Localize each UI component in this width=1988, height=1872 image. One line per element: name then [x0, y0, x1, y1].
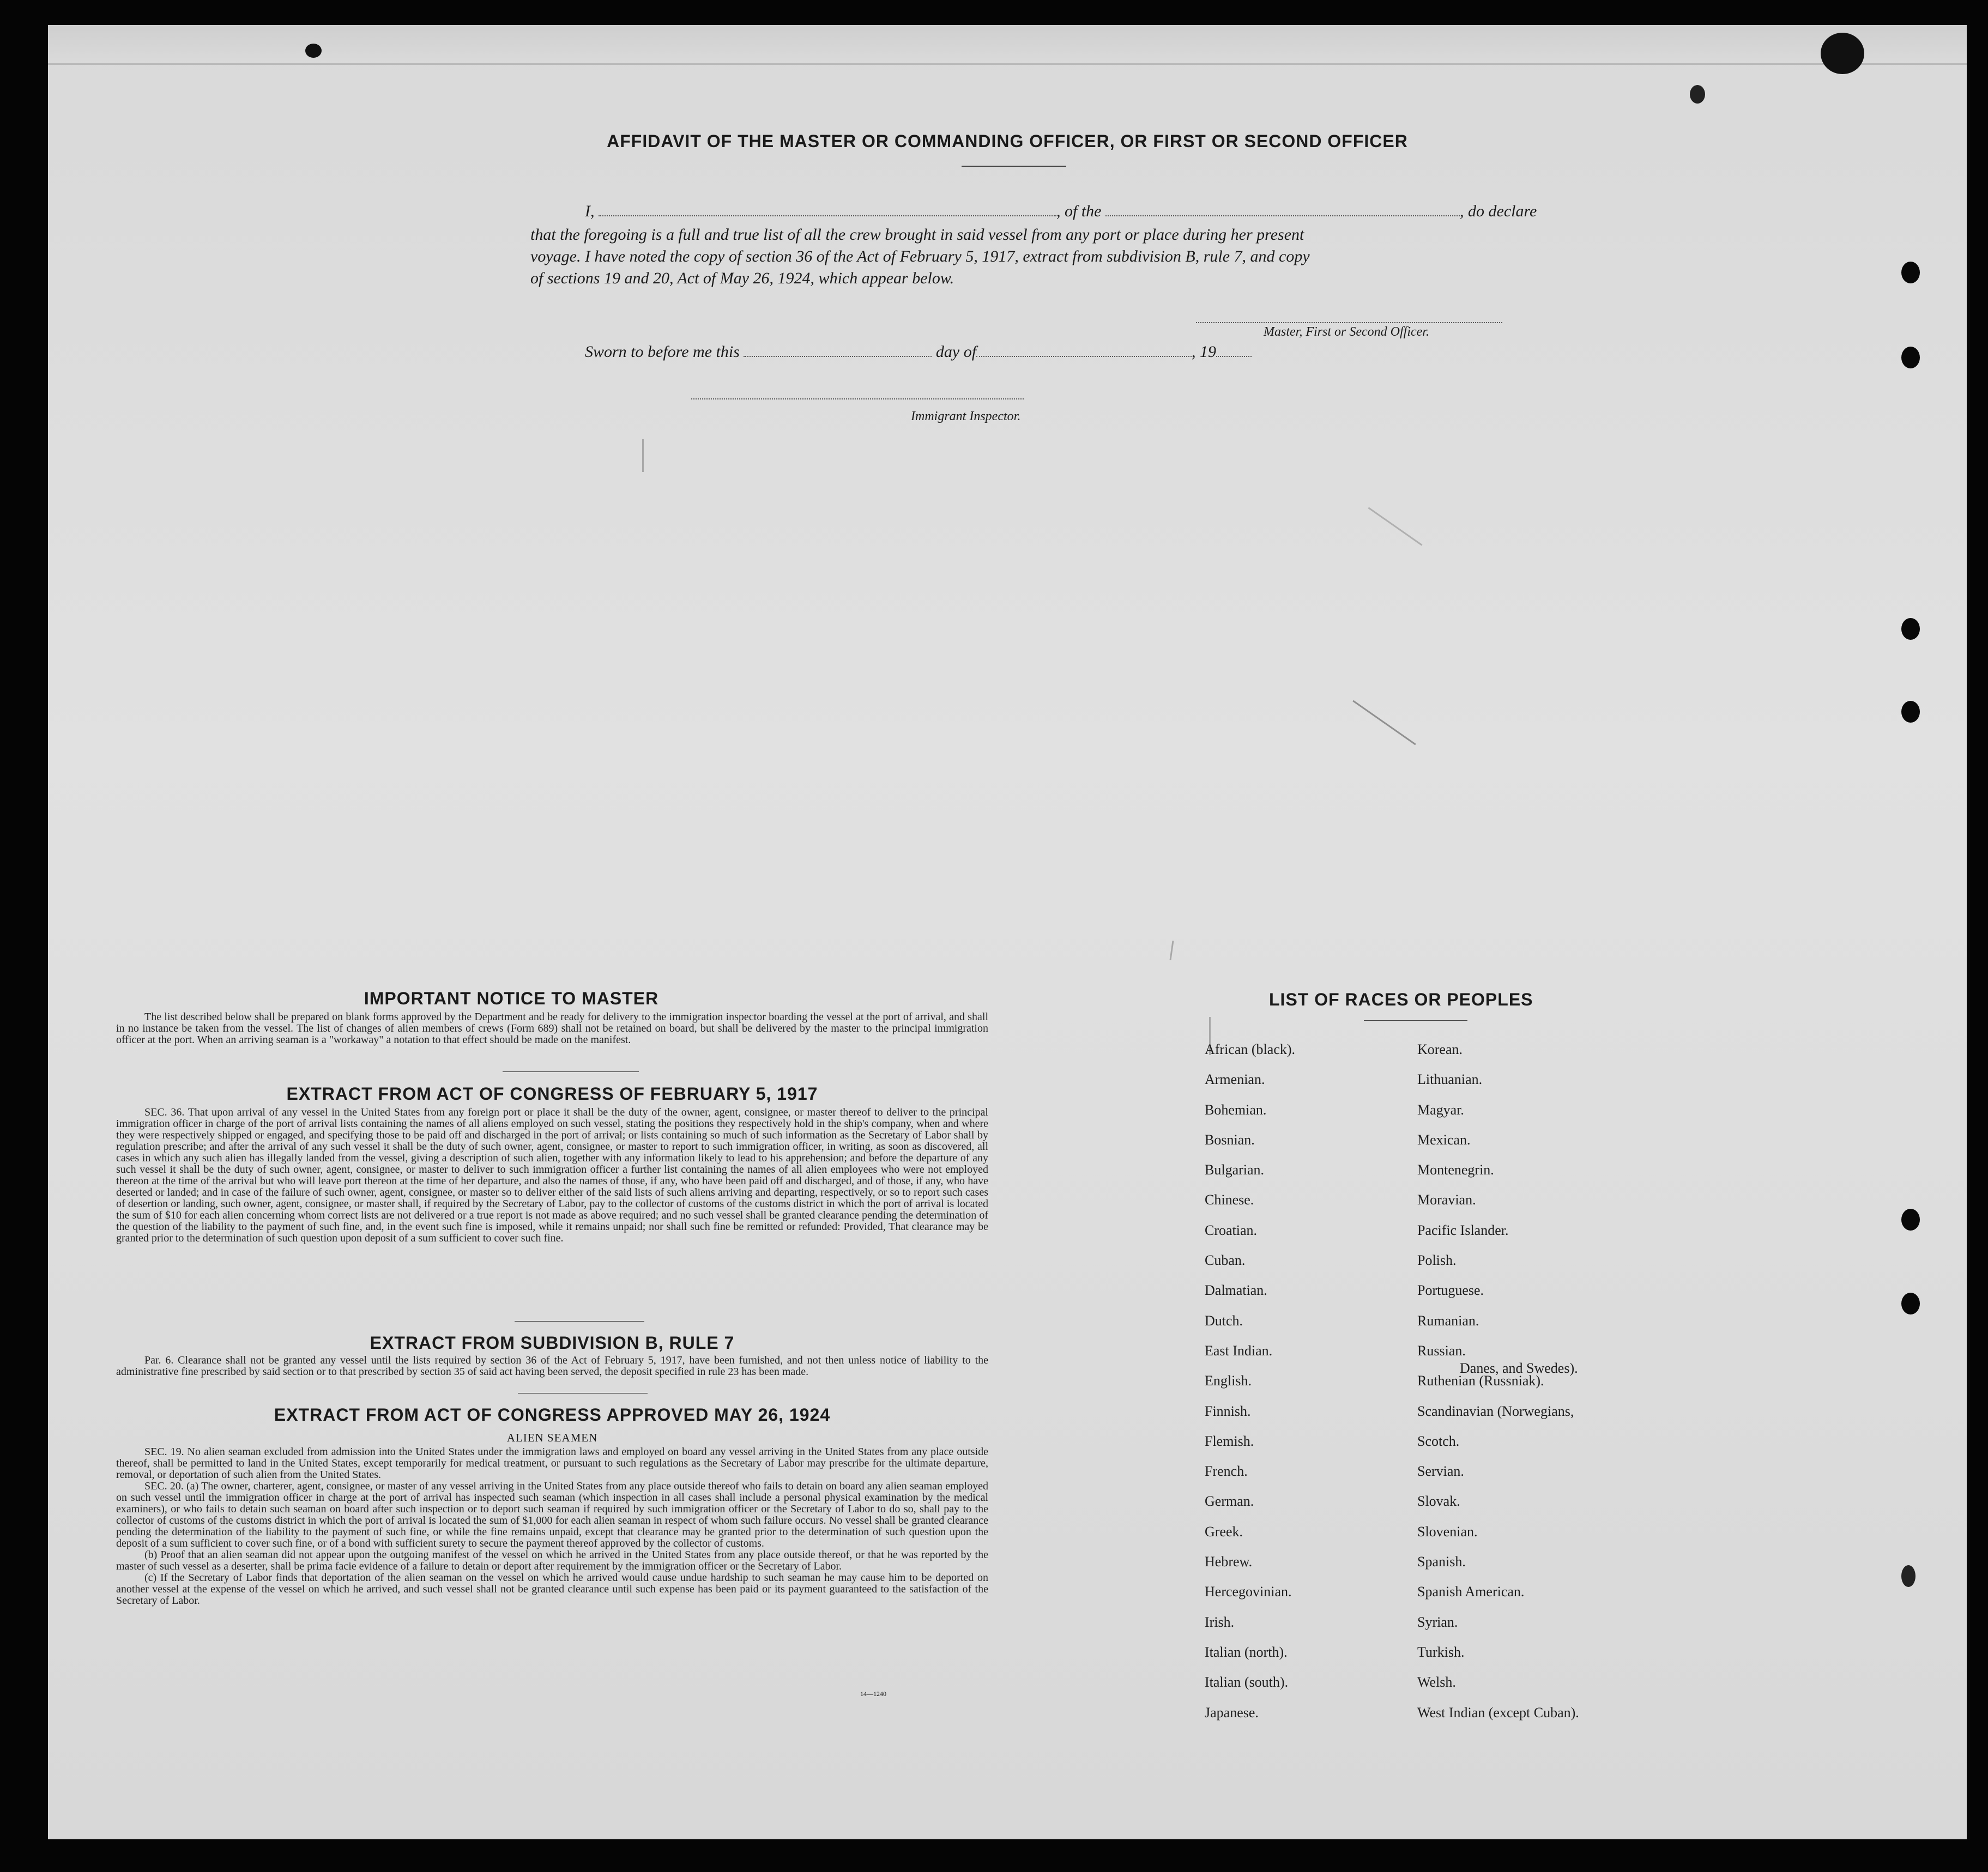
do-declare-label: , do declare [1460, 202, 1537, 220]
race-item: Ruthenian (Russniak). [1417, 1373, 1544, 1389]
year-prefix: , 19 [1192, 343, 1217, 361]
race-item: Russian. [1417, 1342, 1466, 1359]
sec20c-text: (c) If the Secretary of Labor finds that deportation of the alien seaman on the vessel on which he arrived would cause undue hardship to such seaman he may cause him to be deported on another vessel at the expense of the vessel on which he arrived, and such vessel shall not be granted clearance until such expense has been paid or its payment guaranteed to the satisfaction of the Secretary of Labor. [116, 1572, 988, 1607]
sworn-month-field[interactable] [976, 344, 1192, 357]
binder-hole [1690, 85, 1705, 104]
sec20a-text: SEC. 20. (a) The owner, charterer, agent, consignee, or master of any vessel arriving in the United States from any place outside thereof who fails to detain on board any alien seaman employed on such vessel until the immigration officer in charge at the port of arrival has inspected such seaman (which inspection in all cases shall include a personal physical examination by the medical examiners), or who fails to detain such seaman on board after such inspection or to deport such seaman if required by such immigration officer or the Secretary of Labor to do so, shall pay to the collector of customs of the customs district in which the port of arrival is located the sum of $1,000 for each alien seaman in respect of whom such failure occurs. No vessel shall be granted clearance pending the determination of the liability to the payment of such fine, or while the fine remains unpaid, except that clearance may be granted prior to the determination of such question upon the deposit of a sum sufficient to cover such fine, or of a bond with sufficient surety to secure the payment thereof approved by the collector of customs. [116, 1480, 988, 1549]
binder-hole [1901, 618, 1920, 640]
inspector-signature-line[interactable] [691, 398, 1024, 399]
race-item: Portuguese. [1417, 1282, 1484, 1299]
corner-stamp-mark [1821, 33, 1864, 74]
race-item: Mexican. [1417, 1131, 1471, 1148]
race-item: Chinese. [1205, 1192, 1254, 1208]
race-item: Scotch. [1417, 1433, 1460, 1449]
race-item: Dutch. [1205, 1312, 1243, 1329]
name-field[interactable] [599, 203, 1056, 216]
race-item: Flemish. [1205, 1433, 1254, 1449]
notice-text: The list described below shall be prepared on blank forms approved by the Department and be ready for delivery to the immigration inspector boarding the vessel at the port of arrival, and shall in no instance be taken from the vessel. The list of changes of alien members of crews (Form 689) shall not be retained on board, but shall be delivered by the master to the principal immigration officer at the port. When an arriving seaman is a "workaway" a notation to that effect should be made on the manifest. [116, 1011, 988, 1046]
race-item: English. [1205, 1373, 1252, 1389]
divider [1364, 1020, 1467, 1021]
race-item: Dalmatian. [1205, 1282, 1267, 1299]
extract-1917-text: SEC. 36. That upon arrival of any vessel in the United States from any foreign port or place it shall be the duty of the owner, agent, consignee, or master thereof to deliver to the principal immigration officer in charge of the port of arrival lists containing the names of all aliens employed on such vessel, stating the positions they respectively hold in the ship's company, when and where they were respectively shipped or engaged, and specifying those to be paid off and discharged in the port of arrival; or lists containing so much of such information as the Secretary of Labor shall by regulation prescribe; and after the arrival of any such vessel it shall be the duty of such owner, agent, consignee, or master to report to such immigration officer, in writing, as soon as discovered, all cases in which any such alien has illegally landed from the vessel, giving a description of such alien, together with any information likely to lead to his apprehension; and before the departure of any such vessel it shall be the duty of such owner, agent, consignee, or master to deliver to such immigration officer a further list containing the names of all alien employees who were not employed thereon at the time of the arrival but who will leave port thereon at the time of her departure, and also the names of those, if any, who have been paid off and discharged, and of those, if any, who have deserted or landed; and in case of the failure of such owner, agent, consignee, or master so to deliver either of the said lists of such aliens arriving and departing, respectively, or so to report such cases of desertion or landing, such owner, agent, consignee, or master shall, if required by the Secretary of Labor, pay to the collector of customs of the customs district in which the port of arrival is located the sum of $10 for each alien concerning whom correct lists are not delivered or a true report is not made as above required; and no such vessel shall be granted clearance pending the determination of the question of the liability to the payment of such fine, and, in the event such fine is imposed, while it remains unpaid; nor shall such fine be remitted or refunded: Provided, That clearance may be granted prior to the determination of such question upon deposit of a sum sufficient to cover such fine. [116, 1106, 988, 1244]
race-item: Japanese. [1205, 1704, 1259, 1720]
binder-hole [1901, 1565, 1916, 1587]
races-left-column [1205, 1034, 1295, 1728]
race-item: Slovenian. [1417, 1523, 1478, 1540]
sworn-year-field[interactable] [1216, 344, 1252, 357]
race-item: Spanish. [1417, 1554, 1466, 1570]
race-item: Polish. [1417, 1252, 1457, 1269]
sec20b-text: (b) Proof that an alien seaman did not appear upon the outgoing manifest of the vessel on which he arrived in the United States from any place outside thereof, or that he was reported by the master of such vessel as a deserter, shall be prima facie evidence of a failure to detain or deport after requirement by the immigration officer or the Secretary of Labor. [116, 1549, 988, 1572]
binder-hole [1901, 1209, 1920, 1231]
title-underline [962, 166, 1066, 167]
race-item: Italian (north). [1205, 1644, 1288, 1660]
scan-mark [1170, 941, 1174, 960]
races-title: LIST OF RACES OR PEOPLES [1269, 990, 1533, 1009]
race-item: Rumanian. [1417, 1312, 1479, 1329]
extract-1917-title: EXTRACT FROM ACT OF CONGRESS OF FEBRUARY 5, 1917 [286, 1084, 818, 1104]
race-item: Armenian. [1205, 1071, 1265, 1088]
race-item: Hebrew. [1205, 1554, 1253, 1570]
sworn-label: Sworn to before me this [585, 343, 740, 361]
binder-hole [1901, 347, 1920, 368]
extract-rule7-title: EXTRACT FROM SUBDIVISION B, RULE 7 [370, 1333, 735, 1353]
race-item: West Indian (except Cuban). [1417, 1704, 1579, 1720]
race-item: Bulgarian. [1205, 1162, 1265, 1178]
race-item: Pacific Islander. [1417, 1222, 1509, 1238]
divider [515, 1321, 644, 1322]
divider [518, 1393, 648, 1394]
race-item: Scandinavian (Norwegians, [1417, 1403, 1574, 1419]
race-item: Croatian. [1205, 1222, 1258, 1238]
race-item: Cuban. [1205, 1252, 1246, 1269]
race-item: Italian (south). [1205, 1674, 1289, 1691]
race-item: French. [1205, 1463, 1248, 1480]
vessel-field[interactable] [1105, 203, 1460, 216]
race-item: Moravian. [1417, 1192, 1476, 1208]
inspector-caption: Immigrant Inspector. [911, 409, 1021, 423]
sec19-text: SEC. 19. No alien seaman excluded from admission into the United States under the immigration laws and employed on board any vessel arriving in the United States from any place outside thereof, shall be permitted to land in the United States, except temporarily for medical treatment, or pursuant to such regulations as the Secretary of Labor may prescribe for the ultimate departure, removal, or deportation of such alien from the United States. [116, 1446, 988, 1481]
day-of-label: day of [935, 343, 977, 361]
race-item: African (black). [1205, 1041, 1296, 1057]
race-item: Magyar. [1417, 1101, 1464, 1118]
race-item: Montenegrin. [1417, 1162, 1494, 1178]
form-number: 14—1240 [860, 1690, 886, 1698]
scan-mark [305, 44, 322, 58]
race-item: Finnish. [1205, 1403, 1251, 1419]
document-page [48, 25, 1967, 1839]
race-item: Slovak. [1417, 1493, 1460, 1510]
extract-rule7-text: Par. 6. Clearance shall not be granted any vessel until the lists required by section 36 of the Act of February 5, 1917, have been furnished, and not then unless notice of liability to the administrative fine prescribed by said section or to that prescribed by section 35 of said act having been served, the deposit specified in rule 23 has been made. [116, 1354, 988, 1378]
race-item: Korean. [1417, 1041, 1463, 1057]
i-label: I, [585, 202, 595, 220]
scan-mark [1352, 700, 1416, 746]
extract-1924-subtitle: ALIEN SEAMEN [506, 1431, 598, 1444]
extract-1924-body [116, 1446, 988, 1607]
race-item: East Indian. [1205, 1342, 1273, 1359]
race-item: Greek. [1205, 1523, 1243, 1540]
divider [503, 1071, 639, 1072]
affidavit-declaration-line [530, 201, 1593, 222]
notice-title: IMPORTANT NOTICE TO MASTER [364, 989, 659, 1008]
race-item: Bosnian. [1205, 1131, 1255, 1148]
scandinavian-continuation: Danes, and Swedes). [1460, 1360, 1578, 1376]
race-item: Irish. [1205, 1614, 1235, 1630]
binder-hole [1901, 262, 1920, 283]
binder-hole [1901, 701, 1920, 723]
of-the-label: , of the [1056, 202, 1102, 220]
race-item: Bohemian. [1205, 1101, 1267, 1118]
race-item: Lithuanian. [1417, 1071, 1483, 1088]
race-item: Spanish American. [1417, 1584, 1525, 1600]
race-item: Turkish. [1417, 1644, 1465, 1660]
race-item: Hercegovinian. [1205, 1584, 1292, 1600]
extract-1924-title: EXTRACT FROM ACT OF CONGRESS APPROVED MAY 26, 1924 [274, 1405, 831, 1425]
race-item: Servian. [1417, 1463, 1464, 1480]
signature-caption: Master, First or Second Officer. [1264, 325, 1429, 339]
scan-mark [642, 439, 644, 472]
race-item: German. [1205, 1493, 1254, 1510]
sworn-day-field[interactable] [744, 344, 932, 357]
race-item: Welsh. [1417, 1674, 1456, 1691]
binder-hole [1901, 1293, 1920, 1314]
scan-mark [1368, 507, 1422, 546]
top-band [48, 25, 1967, 65]
affidavit-body-3: of sections 19 and 20, Act of May 26, 1924, which appear below. [530, 269, 954, 287]
signature-line[interactable] [1196, 322, 1502, 323]
affidavit-body-2: voyage. I have noted the copy of section 36 of the Act of February 5, 1917, extract from subdivision B, rule 7, and copy [530, 247, 1310, 265]
affidavit-body-1: that the foregoing is a full and true list of all the crew brought in said vessel from any port or place during her present [530, 226, 1304, 244]
sworn-line [536, 341, 1252, 363]
races-right-column [1417, 1034, 1579, 1728]
affidavit-title: AFFIDAVIT OF THE MASTER OR COMMANDING OFFICER, OR FIRST OR SECOND OFFICER [607, 131, 1408, 151]
race-item: Syrian. [1417, 1614, 1458, 1630]
